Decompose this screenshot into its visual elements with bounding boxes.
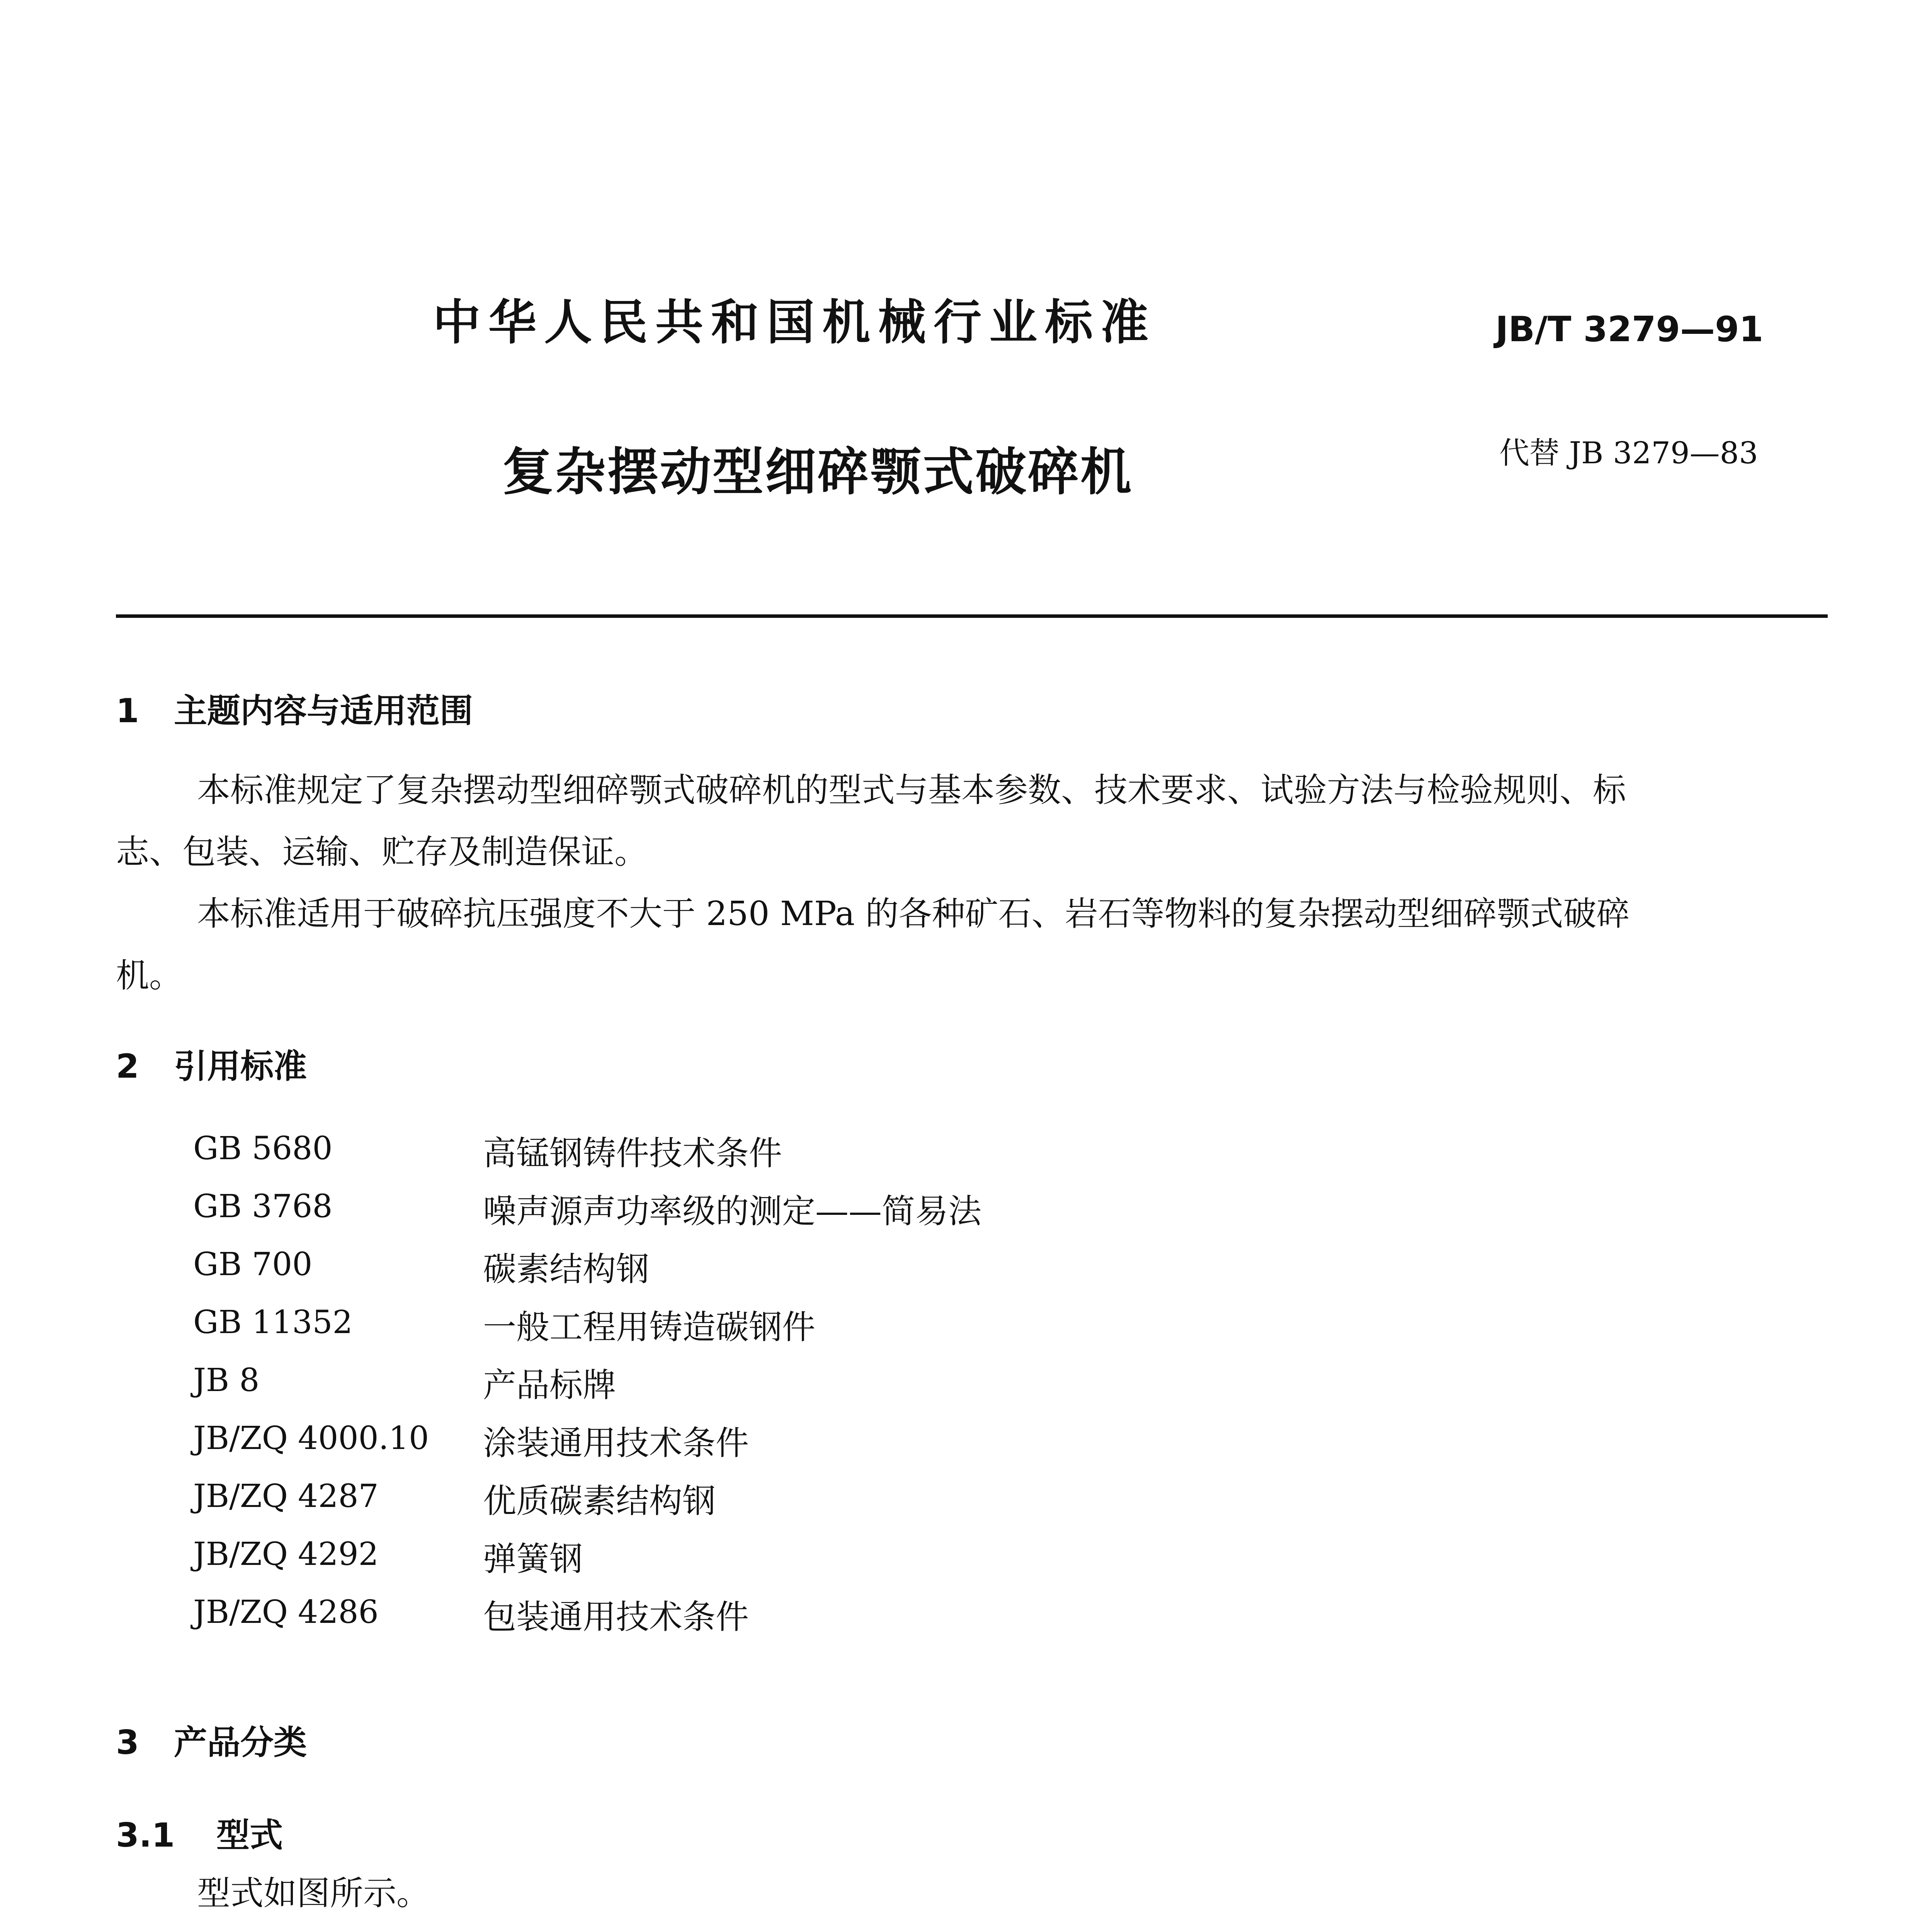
ref-name: 高锰钢铸件技术条件: [483, 1134, 782, 1173]
ref-name: 弹簧钢: [483, 1540, 583, 1578]
section-3-title: 产品分类: [174, 1723, 307, 1762]
document-title: 复杂摆动型细碎颚式破碎机: [502, 442, 1133, 502]
section-3-1-title: 型式: [216, 1816, 283, 1855]
section-1-title: 主题内容与适用范围: [174, 692, 473, 730]
ref-code: GB 700: [193, 1246, 313, 1283]
section-1-para-2-line-2: 机。: [116, 956, 182, 995]
ref-name: 产品标牌: [483, 1366, 616, 1405]
ref-code: JB/ZQ 4286: [193, 1594, 379, 1631]
ref-code: GB 3768: [193, 1188, 333, 1225]
ref-name: 一般工程用铸造碳钢件: [483, 1308, 815, 1347]
section-3-1-number: 3.1: [116, 1816, 175, 1855]
section-2-title: 引用标准: [174, 1047, 307, 1086]
ref-name: 碳素结构钢: [483, 1250, 649, 1289]
ref-code: JB/ZQ 4292: [193, 1536, 379, 1573]
ref-name: 噪声源声功率级的测定——简易法: [483, 1192, 981, 1231]
ref-code: JB/ZQ 4287: [193, 1478, 379, 1515]
ref-code: GB 5680: [193, 1130, 333, 1167]
section-1-para-1-line-1: 本标准规定了复杂摆动型细碎颚式破碎机的型式与基本参数、技术要求、试验方法与检验规则、标: [197, 771, 1626, 810]
section-3-1-text: 型式如图所示。: [197, 1874, 430, 1913]
section-2-number: 2: [116, 1047, 139, 1086]
ref-code: JB 8: [193, 1362, 260, 1399]
ref-code: GB 11352: [193, 1304, 353, 1341]
ref-name: 涂装通用技术条件: [483, 1424, 749, 1463]
section-3-number: 3: [116, 1723, 139, 1762]
section-1-para-2-line-1: 本标准适用于破碎抗压强度不大于 250 MPa 的各种矿石、岩石等物料的复杂摆动型细碎颚式破碎: [197, 895, 1630, 933]
section-1-number: 1: [116, 692, 139, 730]
replaces-standard: 代替 JB 3279—83: [1499, 436, 1758, 471]
ref-code: JB/ZQ 4000.10: [193, 1420, 429, 1457]
standard-number: JB/T 3279—91: [1495, 309, 1764, 350]
section-1-para-1-line-2: 志、包装、运输、贮存及制造保证。: [116, 833, 648, 871]
ref-name: 包装通用技术条件: [483, 1598, 749, 1636]
standard-category-title: 中华人民共和国机械行业标准: [433, 295, 1157, 350]
ref-name: 优质碳素结构钢: [483, 1482, 716, 1520]
